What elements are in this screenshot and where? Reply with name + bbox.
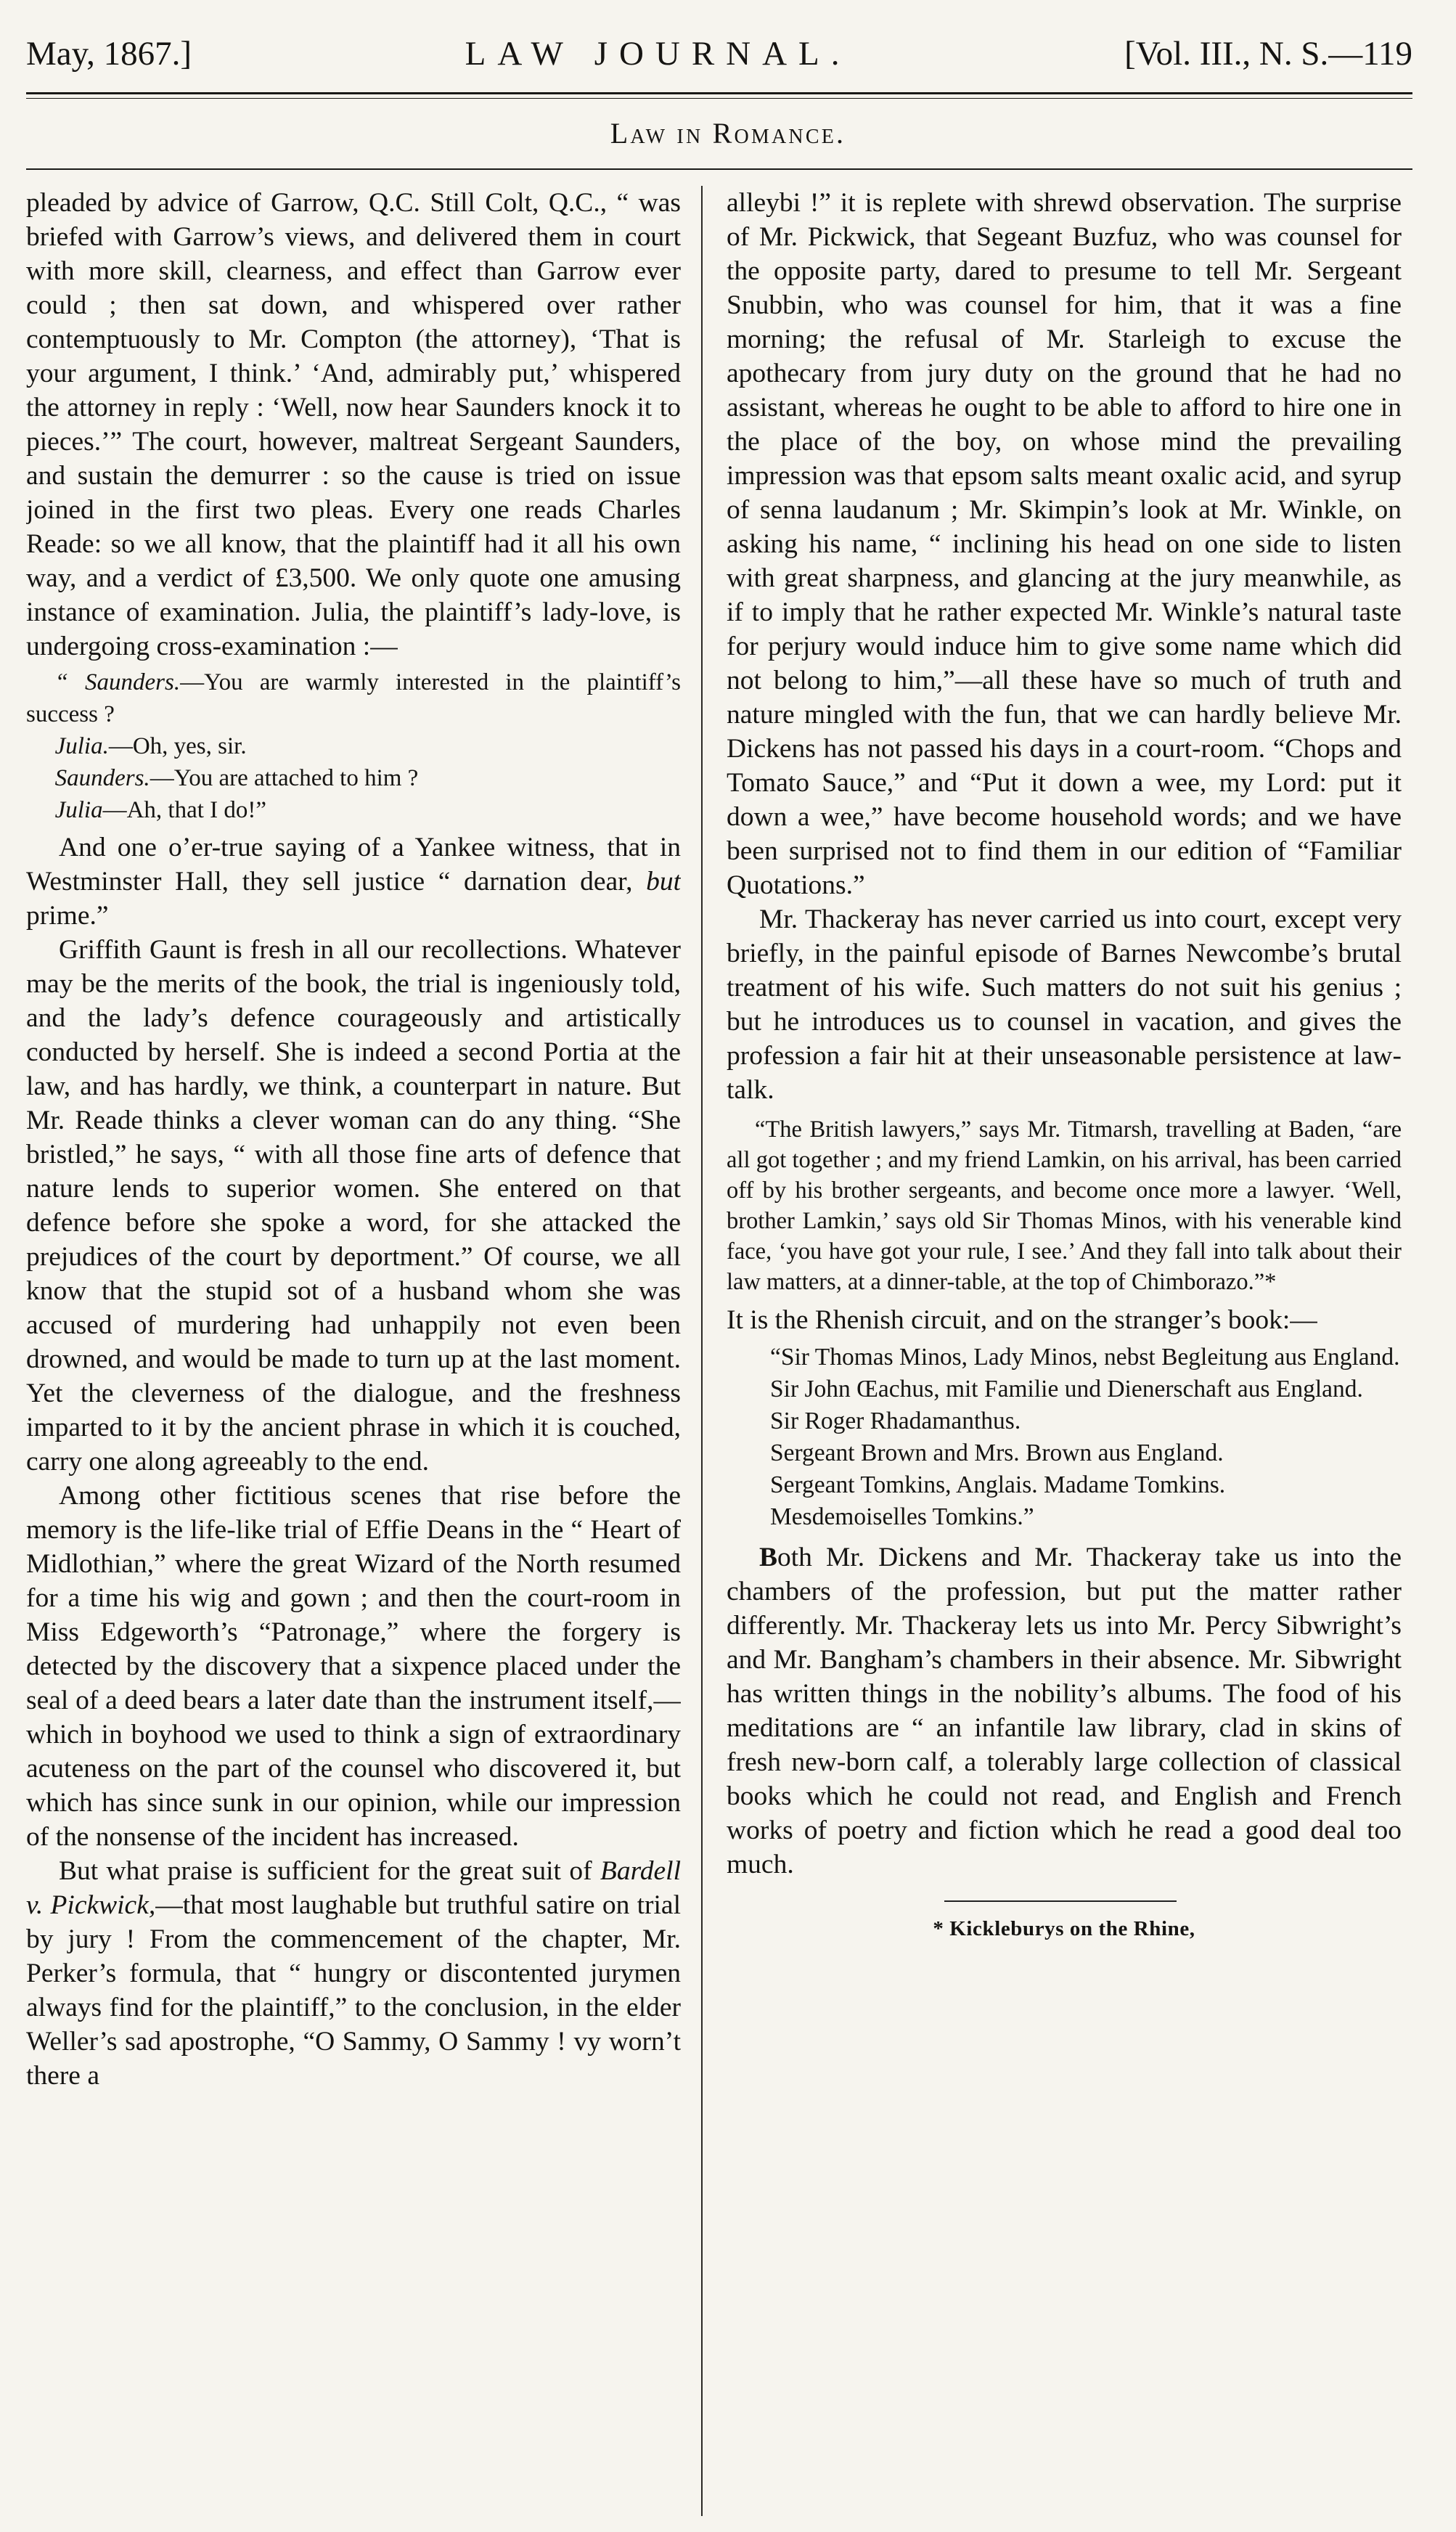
header-rule-thin [26, 98, 1412, 99]
block-quote [727, 1114, 1402, 1297]
italic-run: but [646, 867, 681, 897]
book-entry: Mesdemoiselles Tomkins.” [770, 1503, 1034, 1530]
text-run: oth Mr. Dickens and Mr. Thackeray take us into the chambers of the profession, but put the matter rather differently. Mr. Thackeray lets us into Mr. Percy Sibwright’s and Mr. Bangham’s chambers in their absence. Mr. Sibwright has written things in the nobility’s albums. The food of his meditations are “ an infantile law library, clad in skins of fresh new-born calf, a tolerably large collection of classical books which he could not read, and English and French works of poetry and fiction which he read a good deal too much. [727, 1543, 1402, 1879]
paragraph: Among other fictitious scenes that rise before the memory is the life-like trial of Effie Deans in the “ Heart of Midlothian,” where the great Wizard of the North resumed for a time his wig and gown ; and then the court-room in Miss Edgeworth’s “Patronage,” where the forgery is detected by the discovery that a sixpence placed under the seal of a deed bears a later date than the instrument itself,—which in boyhood we used to think a sign of extraordinary acuteness on the part of the counsel who discovered it, but which has since sunk in our opinion, while our impression of the nonsense of the incident has increased. [26, 1481, 681, 1852]
left-column [26, 186, 681, 2509]
speaker: Saunders. [54, 765, 150, 791]
paragraph: pleaded by advice of Garrow, Q.C. Still Colt, Q.C., “ was briefed with Garrow’s views, and delivered them in court with more skill, clearness, and effect than Garrow ever could ; then sat down, and whispered over rather contemptuously to Mr. Compton (the attorney), ‘That is your argument, I think.’ ‘And, admirably put,’ whispered the attorney in reply : ‘Well, now hear Saunders knock it to pieces.’” The court, however, maltreat Sergeant Saunders, and sustain the demurrer : so the cause is tried on issue joined in the first two pleas. Every one reads Charles Reade: so we all know, that the plaintiff had it all his own way, and a verdict of £3,500. We only quote one amusing instance of examination. Julia, the plaintiff’s lady-love, is undergoing cross-examination :— [26, 188, 681, 661]
dialogue-line [26, 762, 681, 794]
book-entry: “Sir Thomas Minos, Lady Minos, nebst Begleitung aus England. [770, 1344, 1400, 1371]
paragraph: alleybi !” it is replete with shrewd observation. The surprise of Mr. Pickwick, that Segeant Buzfuz, who was counsel for the opposite party, dared to presume to tell Mr. Sergeant Snubbin, who was counsel for him, that it was a fine morning; the refusal of Mr. Starleigh to excuse the apothecary from jury duty on the ground that he had no assistant, whereas he ought to be able to afford to hire one in the place of the boy, on whose mind the prevailing impression was that epsom salts meant oxalic acid, and syrup of senna laudanum ; Mr. Skimpin’s look at Mr. Winkle, on asking his name, “ inclining his head on one side to listen with great sharpness, and glancing at the jury meanwhile, as if to imply that he rather expected Mr. Winkle’s natural taste for perjury would induce him to give some name which did not belong to him,”—all these have so much of truth and nature mingled with the fun, that we can hardly believe Mr. Dickens has not passed his days in a court-room. “Chops and Tomato Sauce,” and “Put it down a wee, my Lord: put it down a wee,” have become household words; and we have been surprised not to find them in our edition of “Familiar Quotations.” [727, 188, 1402, 900]
section-title: Law in Romance. [610, 117, 846, 150]
dialogue-line [26, 794, 681, 826]
paragraph: It is the Rhenish circuit, and on the stranger’s book:— [727, 1305, 1317, 1335]
paragraph [26, 1854, 681, 2093]
speaker: “ Saunders. [54, 669, 181, 695]
book-entry: Sergeant Tomkins, Anglais. Madame Tomkins. [770, 1471, 1226, 1498]
right-column [727, 186, 1402, 2509]
paragraph: Griffith Gaunt is fresh in all our recollections. Whatever may be the merits of the book, the trial is ingeniously told, and the lady’s defence courageously and artistically conducted by herself. She is indeed a second Portia at the law, and has hardly, we think, a counterpart in nature. But Mr. Reade thinks a clever woman can do any thing. “She bristled,” he says, “ with all those fine arts of defence that nature lends to superior women. She entered on that defence before she spoke a word, for she attacked the prejudices of the court by deportment.” Of course, we all know that the stupid sot of a husband whom she was accused of murdering had unhappily not even been drowned, and would be made to turn up at the last moment. Yet the cleverness of the dialogue, and the freshness imparted to it by the ancient phrase in which it is couched, carry one along agreeably to the end. [26, 935, 681, 1477]
dialogue-line [26, 666, 681, 730]
case-name: Bardell v. Pickwick, [26, 1856, 681, 1920]
text-run: And one o’er-true saying of a Yankee witness, that in Westminster Hall, they sell justice “ darnation dear, [26, 833, 681, 897]
header-volume: [Vol. III., N. S.—119 [1124, 35, 1412, 73]
text-run: prime.” [26, 901, 109, 931]
dialogue-text: —Ah, that I do!” [102, 797, 267, 823]
header-rule-thick [26, 92, 1412, 94]
speaker: Julia [54, 797, 103, 823]
quote-text: “The British lawyers,” says Mr. Titmarsh, travelling at Baden, “are all got together ; and my friend Lamkin, on his arrival, has been carried off by his brother sergeants, and become once more a lawyer. ‘Well, brother Lamkin,’ says old Sir Thomas Minos, with his venerable kind face, ‘you have got your rule, I see.’ And they fall into talk about their law matters, at a dinner-table, at the top of Chimborazo.”* [727, 1116, 1402, 1295]
footnote: * Kickleburys on the Rhine, [933, 1917, 1195, 1940]
paragraph [26, 830, 681, 933]
column-divider [701, 186, 703, 2516]
dialogue-line [26, 730, 681, 762]
header-date: May, 1867.] [26, 35, 192, 73]
book-entry: Sir John Œachus, mit Familie und Dienerschaft aus England. [770, 1376, 1363, 1402]
dialogue [26, 666, 681, 826]
dialogue-text: —You are attached to him ? [150, 765, 419, 791]
book-entry: Sir Roger Rhadamanthus. [770, 1408, 1021, 1434]
dialogue-text: —Oh, yes, sir. [108, 733, 247, 759]
speaker: Julia. [54, 733, 109, 759]
dialogue-text: —You are warmly interested in the plaintiff’s success ? [26, 669, 681, 727]
stranger-book [727, 1341, 1402, 1533]
paragraph: Mr. Thackeray has never carried us into court, except very briefly, in the painful episode of Barnes Newcombe’s brutal treatment of his wife. Such matters do not suit his genius ; but he introduces us to counsel in vacation, and gives the profession a fair hit at their unseasonable persistence at law-talk. [727, 904, 1402, 1105]
page-header [26, 25, 1412, 83]
header-title: LAW JOURNAL. [465, 35, 851, 73]
book-entry: Sergeant Brown and Mrs. Brown aus England. [770, 1439, 1224, 1466]
paragraph [727, 1540, 1402, 1882]
footnote-rule [944, 1900, 1177, 1902]
section-rule [26, 168, 1412, 170]
drop-cap: B [759, 1543, 778, 1572]
text-run: —that most laughable but truthful satire on trial by jury ! From the commencement of the chapter, Mr. Perker’s formula, that “ hungry or discontented jurymen always find for the plaintiff,” to the conclusion, in the elder Weller’s sad apostrophe, “O Sammy, O Sammy ! vy worn’t there a [26, 1890, 681, 2091]
text-run: But what praise is sufficient for the great suit of [59, 1856, 600, 1886]
